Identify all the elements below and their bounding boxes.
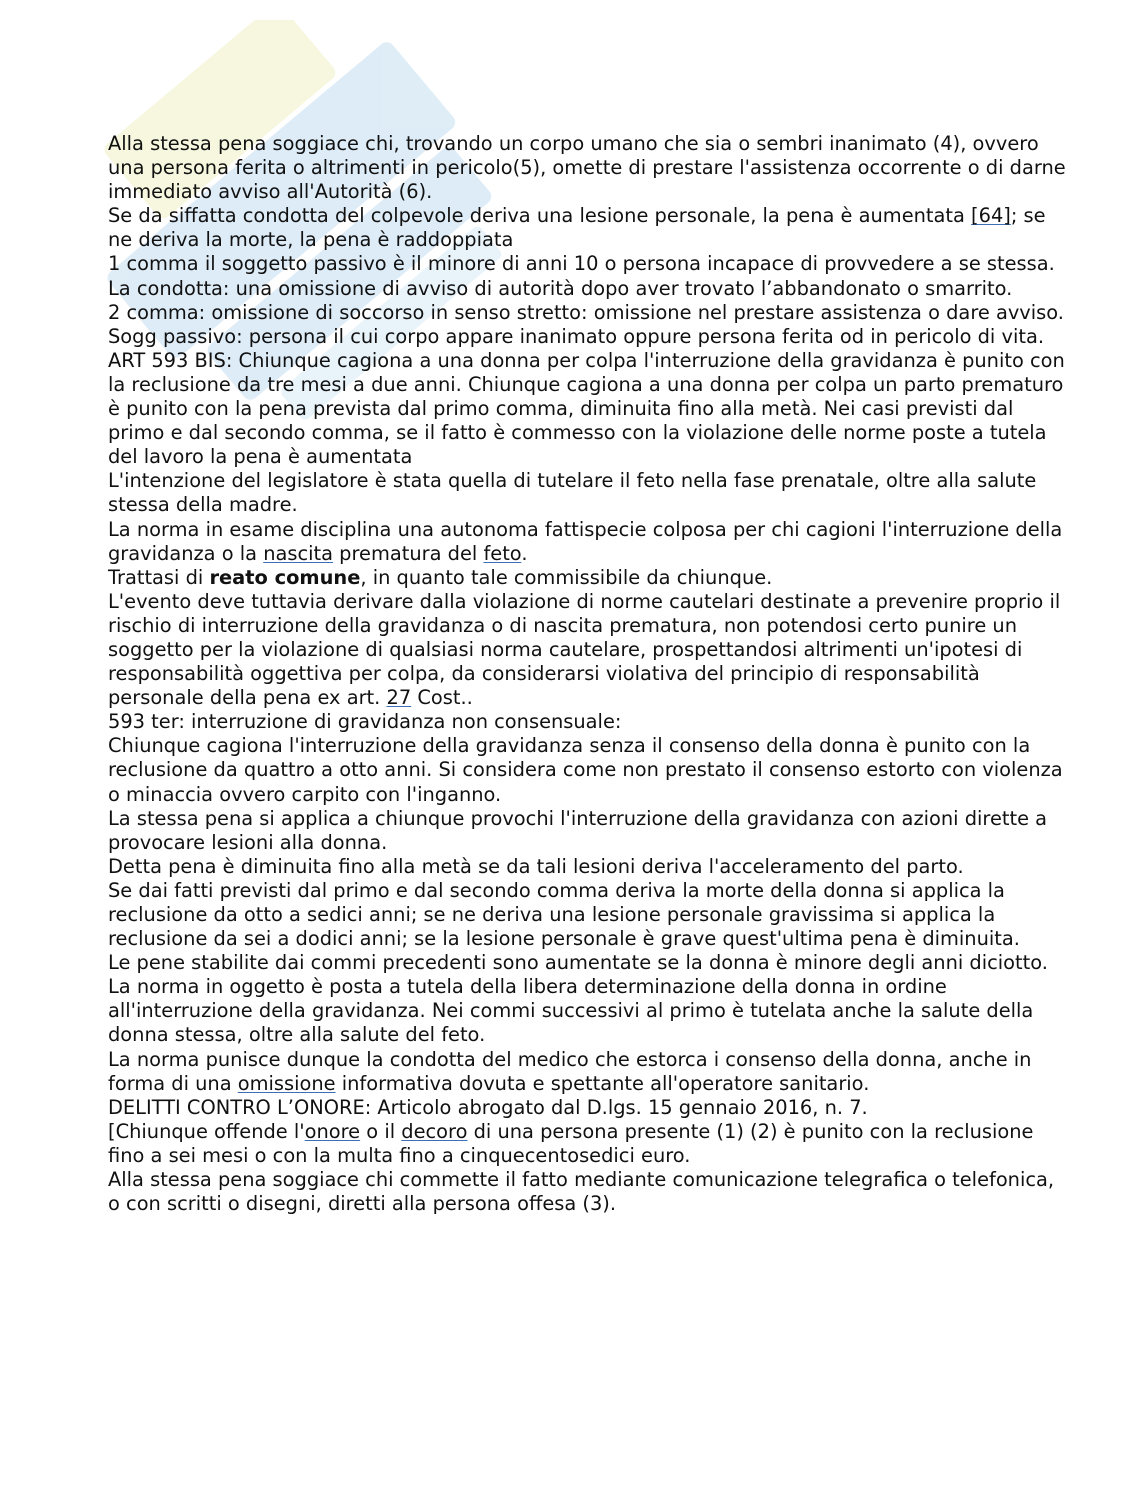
footnote-link-64[interactable]: [64] (971, 204, 1011, 228)
link-feto[interactable]: feto (483, 541, 522, 565)
paragraph: 593 ter: interruzione di gravidanza non consensuale: (108, 710, 622, 734)
paragraph: Sogg passivo: persona il cui corpo appare inanimato oppure persona ferita od in pericolo di vita. (108, 324, 1044, 348)
paragraph: 2 comma: omissione di soccorso in senso stretto: omissione nel prestare assistenza o dare avviso. (108, 300, 1064, 324)
paragraph: Se da siffatta condotta del colpevole deriva una lesione personale, la pena è aumentata [64]; se ne deriva la morte, la pena è raddoppiata (108, 204, 1046, 252)
paragraph: Se dai fatti previsti dal primo e dal secondo comma deriva la morte della donna si applica la reclusione da otto a sedici anni; se ne deriva una lesione personale gravissima si applica la reclusione da sei a dodici anni; se la lesione personale è grave quest'ultima pena è diminuita. (108, 878, 1020, 951)
link-omissione[interactable]: omissione (237, 1071, 336, 1095)
paragraph: La condotta: una omissione di avviso di autorità dopo aver trovato l’abbandonato o smarrito. (108, 276, 1013, 300)
paragraph: L'evento deve tuttavia derivare dalla violazione di norme cautelari destinate a prevenire proprio il rischio di interruzione della gravidanza o di nascita prematura, non potendosi certo punire un soggetto per la violazione di qualsiasi norma cautelare, prospettandosi altrimenti un'ipotesi di responsabilità oggettiva per colpa, da considerarsi violativa del principio di responsabilità personale della pena ex art. 27 Cost.. (108, 589, 1061, 710)
paragraph: [Chiunque offende l'onore o il decoro di una persona presente (1) (2) è punito con la reclusione fino a sei mesi o con la multa fino a cinquecentosedici euro. (108, 1119, 1034, 1167)
paragraph: Trattasi di reato comune, in quanto tale commissibile da chiunque. (108, 565, 773, 589)
link-onore[interactable]: onore (304, 1119, 361, 1143)
paragraph: La norma in oggetto è posta a tutela della libera determinazione della donna in ordine all'interruzione della gravidanza. Nei commi successivi al primo è tutelata anche la salute della donna stessa, oltre alla salute del feto. (108, 975, 1034, 1047)
link-nascita[interactable]: nascita (263, 541, 334, 565)
paragraph: L'intenzione del legislatore è stata quella di tutelare il feto nella fase prenatale, oltre alla salute stessa della madre. (108, 469, 1037, 517)
document-body (108, 132, 1068, 1216)
link-decoro[interactable]: decoro (401, 1119, 468, 1143)
paragraph: Le pene stabilite dai commi precedenti sono aumentate se la donna è minore degli anni diciotto. (108, 951, 1048, 975)
paragraph: La norma punisce dunque la condotta del medico che estorca i consenso della donna, anche in forma di una omissione informativa dovuta e spettante all'operatore sanitario. (108, 1047, 1032, 1095)
paragraph: Detta pena è diminuita fino alla metà se da tali lesioni deriva l'acceleramento del parto. (108, 854, 964, 878)
paragraph: 1 comma il soggetto passivo è il minore di anni 10 o persona incapace di provvedere a se stessa. (108, 252, 1055, 276)
paragraph: La stessa pena si applica a chiunque provochi l'interruzione della gravidanza con azioni dirette a provocare lesioni alla donna. (108, 806, 1048, 854)
paragraph: Alla stessa pena soggiace chi commette il fatto mediante comunicazione telegrafica o telefonica, o con scritti o disegni, diretti alla persona offesa (3). (108, 1168, 1055, 1216)
paragraph: Alla stessa pena soggiace chi, trovando un corpo umano che sia o sembri inanimato (4), ovvero una persona ferita o altrimenti in pericolo(5), omette di prestare l'assistenza occorrente o di darne immediato avviso all'Autorità (6). (108, 132, 1066, 204)
paragraph: ART 593 BIS: Chiunque cagiona a una donna per colpa l'interruzione della gravidanza è punito con la reclusione da tre mesi a due anni. Chiunque cagiona a una donna per colpa un parto prematuro è punito con la pena prevista dal primo comma, diminuita fino alla metà. Nei casi previsti dal primo e dal secondo comma, se il fatto è commesso con la violazione delle norme poste a tutela del lavoro la pena è aumentata (108, 348, 1065, 469)
bold-term: reato comune (209, 565, 361, 589)
paragraph: Chiunque cagiona l'interruzione della gravidanza senza il consenso della donna è punito con la reclusione da quattro a otto anni. Si considera come non prestato il consenso estorto con violenza o minaccia ovvero carpito con l'inganno. (108, 734, 1063, 806)
link-art-27[interactable]: 27 (386, 686, 412, 710)
paragraph: DELITTI CONTRO L’ONORE: Articolo abrogato dal D.lgs. 15 gennaio 2016, n. 7. (108, 1095, 868, 1119)
paragraph: La norma in esame disciplina una autonoma fattispecie colposa per chi cagioni l'interruzione della gravidanza o la nascita prematura del feto. (108, 517, 1063, 565)
